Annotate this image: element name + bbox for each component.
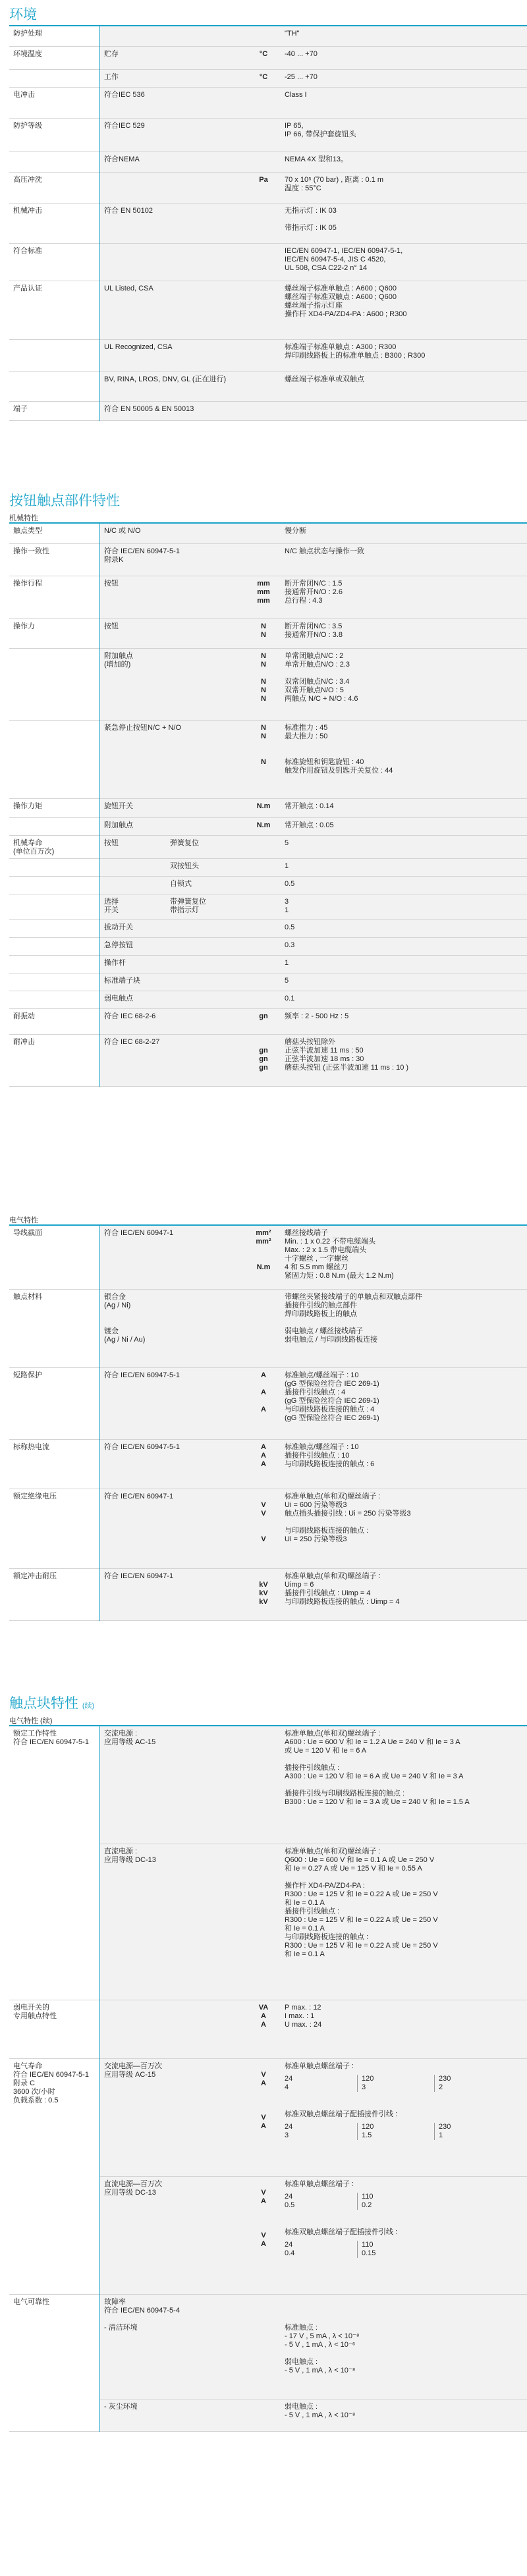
row-sub: 附加触点 (增加的) [104, 652, 133, 669]
row-value: 标准单触点(单和双)螺丝端子 : Q600 : Ue = 600 V 和 Ie = 0.1 A 或 Ue = 250 V 和 Ie = 0.27 A 或 Ue = 125 V 和 Ie = 0.55 A 操作杆 XD4-PA/ZD4-PA : R300 : Ue = 125 V 和 Ie = 0.22 A 或 Ue = 250 V 和 Ie = 0.1 A 插接件引线触点 : R300 : Ue = 125 V 和 Ie = 0.22 A 或 Ue = 250 V 和 Ie = 0.1 A 与印刷线路板连接的触点 : R300 : Ue = 125 V 和 Ie = 0.22 A 或 Ue = 250 V 和 Ie = 0.1 A [285, 1848, 438, 1958]
row-unit: A A A [261, 1371, 266, 1413]
table-row [9, 1489, 527, 1569]
life-value: 0.1 [285, 995, 295, 1002]
row-sub: BV, RINA, LROS, DNV, GL (正在进行) [104, 375, 227, 383]
row-key: 操作力 [13, 622, 35, 630]
table-row [9, 88, 527, 119]
row-value: IP 65, IP 66, 带保护套旋钮头 [285, 122, 356, 138]
row-value: 标准推力 : 45 最大推力 : 50 标准旋钮和钥匙旋钮 : 40 触发作用旋钮及钥匙开关复位 : 44 [285, 724, 393, 775]
row-value: 无指示灯 : IK 03 带指示灯 : IK 05 [285, 207, 337, 232]
table-row [9, 1368, 527, 1440]
table-row [9, 991, 527, 1009]
row-sub: 银合金 (Ag / Ni) 镀金 (Ag / Ni / Au) [104, 1293, 146, 1344]
row-value: 标准触点/螺丝端子 : 10 插接件引线触点 : 10 与印刷线路板连接的触点 : 6 [285, 1443, 375, 1468]
table-row [9, 402, 527, 421]
block-table [9, 1725, 527, 2432]
row-unit: VA A A [258, 2004, 269, 2029]
life-subitem [170, 977, 242, 985]
row-key: 触点材料 [13, 1293, 42, 1301]
elec-table [9, 1224, 527, 1621]
row-value: P max. : 12 I max. : 1 U max. : 24 [285, 2004, 322, 2029]
table-row [9, 523, 527, 544]
life-subitem: 自锁式 [170, 880, 192, 888]
row-unit: N N N N N [261, 652, 266, 703]
life-value: 110 0.15 [357, 2241, 434, 2258]
life-subitem: 带弹簧复位 带指示灯 [170, 898, 206, 914]
table-row [9, 1290, 527, 1368]
table-row [9, 26, 527, 47]
life-value: 5 [285, 977, 289, 985]
row-sub: 工作 [104, 73, 119, 81]
row-key: 耐振动 [13, 1012, 35, 1020]
row-sub: 紧急停止按钮N/C + N/O [104, 724, 182, 732]
table-row [9, 1009, 527, 1035]
life-value: 5 [285, 839, 289, 847]
row-value: 频率 : 2 - 500 Hz : 5 [285, 1012, 349, 1020]
table-row [9, 1035, 527, 1087]
row-key: 环境温度 [13, 50, 42, 58]
table-row [9, 173, 527, 204]
row-sub: 符合 EN 50005 & EN 50013 [104, 405, 194, 413]
row-sub: 附加触点 [104, 821, 133, 829]
row-key: 操作一致性 [13, 547, 49, 555]
row-unit: gn gn gn [259, 1047, 268, 1072]
row-key: 触点类型 [13, 527, 42, 535]
subsection-electrical: 电气特性 [9, 1217, 38, 1224]
table-row [9, 372, 527, 402]
table-row [9, 576, 527, 619]
row-sub: 符合 IEC/EN 60947-1 [104, 1572, 174, 1580]
row-key: 防护处理 [13, 30, 42, 38]
table-row [9, 204, 527, 244]
row-unit: A A A [261, 1443, 266, 1468]
row-key: 额定工作特性 符合 IEC/EN 60947-5-1 [13, 1730, 89, 1746]
mech-table [9, 522, 527, 1087]
table-row [9, 920, 527, 938]
row-value: 标准单触点(单和双)螺丝端子 : A600 : Ue = 600 V 和 Ie = 1.2 A Ue = 240 V 和 Ie = 3 A 或 Ue = 120 V 和 Ie = 6 A 插接件引线触点 : A300 : Ue = 120 V 和 Ie = 6 A 或 Ue = 240 V 和 Ie = 3 A 插接件引线与印刷线路板连接的触点 : B300 : Ue = 120 V 和 Ie = 3 A 或 Ue = 240 V 和 Ie = 1.5 A [285, 1730, 470, 1806]
life-value: 110 0.2 [357, 2193, 434, 2210]
life-item: 弱电触点 [104, 995, 133, 1002]
table-row [9, 2000, 527, 2059]
dc-single-header: 标准单触点螺丝端子 : [285, 2180, 354, 2188]
row-sub: 故障率 符合 IEC/EN 60947-5-4 - 清洁环境 [104, 2298, 180, 2332]
table-row [9, 721, 527, 799]
row-value: 标准单触点(单和双)螺丝端子 : Ui = 600 污染等级3 触点插头插接引线 : Ui = 250 污染等级3 与印刷线路板连接的触点 : Ui = 250 污染等级3 [285, 1493, 411, 1543]
life-subitem [170, 959, 242, 968]
row-unit: V A [261, 2232, 266, 2248]
row-unit: V A [261, 2071, 266, 2087]
table-row [9, 818, 527, 836]
row-sub: UL Listed, CSA [104, 285, 153, 292]
row-value: 标准触点 : - 17 V , 5 mA , λ < 10⁻⁸ - 5 V , 1 mA , λ < 10⁻⁶ 弱电触点 : - 5 V , 1 mA , λ < 10⁻⁸ [285, 2324, 360, 2374]
life-item: 标准端子块 [104, 977, 140, 985]
row-key: 耐冲击 [13, 1038, 35, 1046]
title-continued-note: (续) [82, 1702, 95, 1710]
row-value: 70 x 10⁵ (70 bar) , 距离 : 0.1 m 温度 : 55°C [285, 176, 384, 192]
table-row [9, 281, 527, 340]
row-value: "TH" [285, 30, 300, 38]
life-item: 急停按钮 [104, 941, 133, 949]
section-title-button-contacts: 按钮触点部件特性 [9, 493, 120, 508]
row-value: -25 ... +70 [285, 73, 318, 81]
row-value: 常开触点 : 0.05 [285, 821, 334, 829]
row-unit: V A [261, 2114, 266, 2130]
row-key: 导线截面 [13, 1229, 42, 1237]
row-unit: N.m [256, 802, 271, 810]
row-sub: 旋钮开关 [104, 802, 133, 810]
life-item [104, 880, 170, 889]
row-key: 短路保护 [13, 1371, 42, 1379]
row-sub: 按钮 [104, 580, 119, 588]
row-value: 螺丝接线端子 Min. : 1 x 0.22 不带电缆端头 Max. : 2 x 1.5 带电缆端头 十字螺丝 , 一字螺丝 4 和 5.5 mm 螺丝刀 紧固力矩 : 0.8 N.m (最大 1.2 N.m) [285, 1229, 394, 1280]
row-key: 额定冲击耐压 [13, 1572, 57, 1580]
table-row [9, 1225, 527, 1290]
row-value: 断开常闭N/C : 1.5 接通常开N/O : 2.6 总行程 : 4.3 [285, 580, 343, 605]
row-value: 标准端子标准单触点 : A300 ; R300 焊印刷线路板上的标准单触点 : B300 ; R300 [285, 343, 426, 360]
row-unit: °C [259, 73, 268, 81]
row-value: 慢分断 [285, 527, 306, 535]
life-value: 0.3 [285, 941, 295, 949]
row-value: IEC/EN 60947-1, IEC/EN 60947-5-1, IEC/EN 60947-5-4, JIS C 4520, UL 508, CSA C22-2 n° 14 [285, 247, 403, 272]
row-value: 单常闭触点N/C : 2 单常开触点N/O : 2.3 双常闭触点N/C : 3.4 双常开触点N/O : 5 两触点 N/C + N/O : 4.6 [285, 652, 358, 703]
table-row [9, 859, 527, 877]
life-value: 24 0.5 [285, 2193, 295, 2209]
life-value: 24 3 [285, 2123, 293, 2139]
table-row [9, 973, 527, 991]
row-sub: N/C 或 N/O [104, 527, 141, 535]
life-value: 24 0.4 [285, 2241, 295, 2257]
row-sub: 符合NEMA [104, 155, 140, 163]
row-unit: Pa [259, 176, 268, 184]
table-row [9, 836, 527, 859]
life-value: 230 2 [434, 2075, 478, 2092]
life-item: 拔动开关 [104, 923, 133, 931]
life-item: 操作杆 [104, 959, 126, 967]
row-unit: N N N [261, 724, 266, 766]
row-unit: V A [261, 2189, 266, 2205]
row-key: 电气寿命 符合 IEC/EN 60947-5-1 附录 C 3600 次/小时 负载系数 : 0.5 [13, 2062, 89, 2104]
table-row [9, 894, 527, 920]
row-key: 电冲击 [13, 91, 35, 99]
row-sub: 直流电源 : 应用等级 DC-13 [104, 1848, 156, 1864]
table-row [9, 799, 527, 818]
life-subitem: 弹簧复位 [170, 839, 199, 847]
row-key: 防护等级 [13, 122, 42, 130]
life-value: 1 [285, 862, 289, 870]
row-value: 断开常闭N/C : 3.5 接通常开N/O : 3.8 [285, 622, 343, 639]
row-key: 机械寿命 (单位百万次) [13, 839, 55, 856]
dc-double-header: 标准双触点螺丝端子配插接件引线 : [285, 2228, 398, 2236]
row-value: N/C 触点状态与操作一致 [285, 547, 364, 555]
row-sub: 按钮 [104, 622, 119, 630]
table-row [9, 340, 527, 372]
row-sub: 符合 IEC/EN 60947-5-1 [104, 1371, 180, 1379]
row-key: 标称热电流 [13, 1443, 49, 1451]
table-row [9, 1569, 527, 1621]
row-value: 常开触点 : 0.14 [285, 802, 334, 810]
life-subitem [170, 995, 242, 1003]
table-row [9, 619, 527, 649]
row-sub: 符合 IEC/EN 60947-1 [104, 1493, 174, 1500]
row-key: 符合标准 [13, 247, 42, 255]
row-sub: 符合 IEC/EN 60947-5-1 [104, 1443, 180, 1451]
row-value: 标准触点/螺丝端子 : 10 (gG 型保险丝符合 IEC 269-1) 插接件引线触点 : 4 (gG 型保险丝符合 IEC 269-1) 与印刷线路板连接的触点 : 4 (gG 型保险丝符合 IEC 269-1) [285, 1371, 379, 1422]
table-row [9, 2295, 527, 2399]
life-subitem [170, 923, 242, 932]
row-key: 高压冲洗 [13, 176, 42, 184]
life-value: 230 1 [434, 2123, 478, 2140]
table-row [9, 152, 527, 173]
row-value: 螺丝端子标准单或双触点 [285, 375, 364, 383]
row-value: NEMA 4X 型和13。 [285, 155, 348, 163]
life-value: 0.5 [285, 923, 295, 931]
row-value: 标准单触点(单和双)螺丝端子 : Uimp = 6 插接件引线触点 : Uimp = 4 与印刷线路板连接的触点 : Uimp = 4 [285, 1572, 400, 1606]
table-row [9, 2059, 527, 2177]
subsection-mechanical: 机械特性 [9, 514, 38, 522]
table-row [9, 544, 527, 576]
row-value: 螺丝端子标准单触点 : A600 ; Q600 螺丝端子标准双触点 : A600 ; Q600 螺丝端子指示灯座 操作杆 XD4-PA/ZD4-PA : A600 ; R300 [285, 285, 407, 318]
row-unit: kV kV kV [259, 1581, 268, 1606]
life-item: 选择 开关 [104, 898, 119, 914]
row-value: 带螺丝夹紧接线端子的单触点和双触点部件 插接件引线的触点部件 焊印刷线路板上的触点 弱电触点 / 螺丝接线端子 弱电触点 / 与印刷线路板连接 [285, 1293, 422, 1344]
table-row [9, 877, 527, 894]
life-subitem: 双按钮头 [170, 862, 199, 870]
row-unit: °C [259, 50, 268, 58]
life-value: 24 4 [285, 2075, 293, 2091]
row-sub: UL Recognized, CSA [104, 343, 173, 351]
table-row [9, 1726, 527, 1844]
row-key: 额定绝缘电压 [13, 1493, 57, 1500]
row-key: 机械冲击 [13, 207, 42, 215]
row-value: -40 ... +70 [285, 50, 318, 58]
table-row [9, 649, 527, 721]
life-value: 3 1 [285, 898, 289, 914]
row-value: 弱电触点 : - 5 V , 1 mA , λ < 10⁻⁸ [285, 2403, 356, 2419]
row-sub: 符合 IEC/EN 60947-5-1 附录K [104, 547, 180, 564]
life-item [104, 862, 170, 871]
life-value: 1 [285, 959, 289, 967]
row-sub: 交流电源 : 应用等级 AC-15 [104, 1730, 156, 1746]
subsection-electrical-continued: 电气特性 (续) [9, 1717, 53, 1725]
row-sub: 直流电源—百万次 应用等级 DC-13 [104, 2180, 162, 2197]
env-table [9, 25, 527, 421]
row-value: 蘑菇头按钮除外 正弦半波加速 11 ms : 50 正弦半波加速 18 ms : 30 蘑菇头按钮 (正弦半波加速 11 ms : 10 ) [285, 1038, 409, 1072]
ac-single-header: 标准单触点螺丝端子 : [285, 2062, 354, 2070]
life-value: 0.5 [285, 880, 295, 888]
table-row [9, 938, 527, 956]
row-value: Class I [285, 91, 307, 99]
table-row [9, 47, 527, 70]
row-sub: 交流电源—百万次 应用等级 AC-15 [104, 2062, 162, 2079]
row-sub: 符合IEC 529 [104, 122, 145, 130]
life-subitem [170, 941, 242, 950]
row-unit: N N [261, 622, 266, 639]
section-title-contact-blocks [9, 1695, 94, 1714]
section-title-environment: 环境 [9, 7, 37, 22]
table-row [9, 244, 527, 281]
row-unit: V V V [261, 1501, 266, 1543]
row-key: 弱电开关的 专用触点特性 [13, 2004, 57, 2020]
table-row [9, 70, 527, 88]
row-sub: - 灰尘环境 [104, 2403, 138, 2411]
row-key: 端子 [13, 405, 28, 413]
row-key: 电气可靠性 [13, 2298, 49, 2306]
life-value: 120 1.5 [357, 2123, 434, 2140]
row-sub: 贮存 [104, 50, 119, 58]
life-value: 120 3 [357, 2075, 434, 2092]
ac-double-header: 标准双触点螺丝端子配插接件引线 : [285, 2110, 398, 2118]
row-sub: 符合IEC 536 [104, 91, 145, 99]
row-sub: 符合 IEC 68-2-27 [104, 1038, 160, 1046]
table-row [9, 956, 527, 973]
row-unit: N.m [256, 821, 271, 829]
row-sub: 符合 IEC 68-2-6 [104, 1012, 156, 1020]
contact-blocks-title: 触点块特性 [9, 1696, 78, 1711]
row-sub: 符合 IEC/EN 60947-1 [104, 1229, 174, 1237]
table-row [9, 119, 527, 152]
row-key: 产品认证 [13, 285, 42, 292]
row-unit: mm mm mm [257, 580, 270, 605]
row-key: 操作力矩 [13, 802, 42, 810]
row-unit: mm² mm² N.m [256, 1229, 271, 1271]
row-key: 操作行程 [13, 580, 42, 588]
row-sub: 符合 EN 50102 [104, 207, 153, 215]
table-row [9, 1440, 527, 1489]
life-item: 按钮 [104, 839, 119, 847]
row-unit: gn [259, 1012, 268, 1020]
